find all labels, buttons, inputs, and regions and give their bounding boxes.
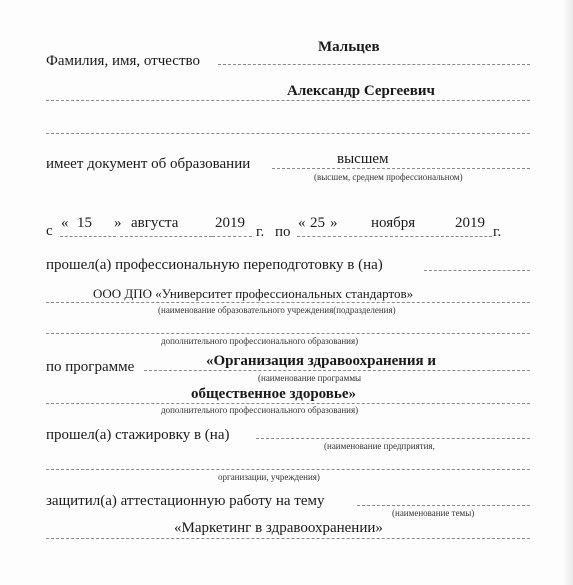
internship-line xyxy=(256,438,530,439)
quote-open-2: « xyxy=(298,215,306,231)
from-year: 2019 xyxy=(215,215,245,231)
program-line-1: «Организация здравоохранения и xyxy=(206,353,437,369)
education-caption: (высшем, среднем профессиональном) xyxy=(314,172,463,182)
to-year-line xyxy=(446,236,492,237)
to-year: 2019 xyxy=(455,215,485,231)
program-line-1-rule xyxy=(144,370,530,371)
blank-line-1 xyxy=(46,133,530,134)
dop-caption-1: дополнительного профессионального образования) xyxy=(161,336,359,346)
education-value: высшем xyxy=(337,151,389,167)
education-line xyxy=(272,168,530,169)
to-year-suffix: г. xyxy=(493,224,502,240)
to-day: 25 xyxy=(310,215,325,231)
retraining-line xyxy=(424,270,530,271)
from-day-line xyxy=(60,236,116,237)
blank-line-3 xyxy=(46,469,530,470)
period-from-prefix: с xyxy=(46,223,53,239)
retraining-label: прошел(а) профессиональную переподготовку в (на) xyxy=(46,257,383,273)
quote-open-1: « xyxy=(61,215,69,231)
org-institution-caption: организации, учреждения) xyxy=(218,472,320,482)
program-caption: (наименование программы xyxy=(258,373,362,383)
quote-close-1: » xyxy=(114,215,122,231)
period-to-prefix: по xyxy=(275,224,291,240)
internship-label: прошел(а) стажировку в (на) xyxy=(46,427,230,443)
organization-line xyxy=(46,302,530,303)
organization-caption: (наименование образовательного учреждения(подразделения) xyxy=(158,305,396,315)
blank-line-2 xyxy=(46,333,530,334)
thesis-label: защитил(а) аттестационную работу на тему xyxy=(46,493,325,509)
surname-value: Мальцев xyxy=(318,39,380,55)
from-month-line xyxy=(120,236,212,237)
thesis-line xyxy=(357,505,530,506)
topic-line xyxy=(46,538,530,539)
to-month: ноября xyxy=(371,215,416,231)
education-label: имеет документ об образовании xyxy=(46,156,251,172)
paper-edge-shadow xyxy=(563,0,573,585)
surname-line xyxy=(218,64,530,65)
name-patronymic-value: Александр Сергеевич xyxy=(287,83,435,99)
dop-caption-2: дополнительного профессионального образования) xyxy=(161,405,359,415)
program-label: по программе xyxy=(46,359,135,375)
enterprise-caption: (наименование предприятия, xyxy=(324,441,435,451)
from-month: августа xyxy=(131,215,179,231)
name-line xyxy=(46,100,530,101)
to-day-line xyxy=(297,236,341,237)
program-line-2-rule xyxy=(46,403,530,404)
program-line-2: общественное здоровье» xyxy=(191,386,356,402)
fio-label: Фамилия, имя, отчество xyxy=(46,53,200,69)
from-day: 15 xyxy=(77,215,92,231)
topic-value: «Маркетинг в здравоохранении» xyxy=(174,520,383,536)
to-month-line xyxy=(344,236,444,237)
topic-caption: (наименование темы) xyxy=(392,508,475,518)
organization-value: ООО ДПО «Университет профессиональных стандартов» xyxy=(93,286,414,301)
from-year-line xyxy=(212,236,252,237)
from-year-suffix: г. xyxy=(256,224,265,240)
quote-close-2: » xyxy=(330,215,338,231)
